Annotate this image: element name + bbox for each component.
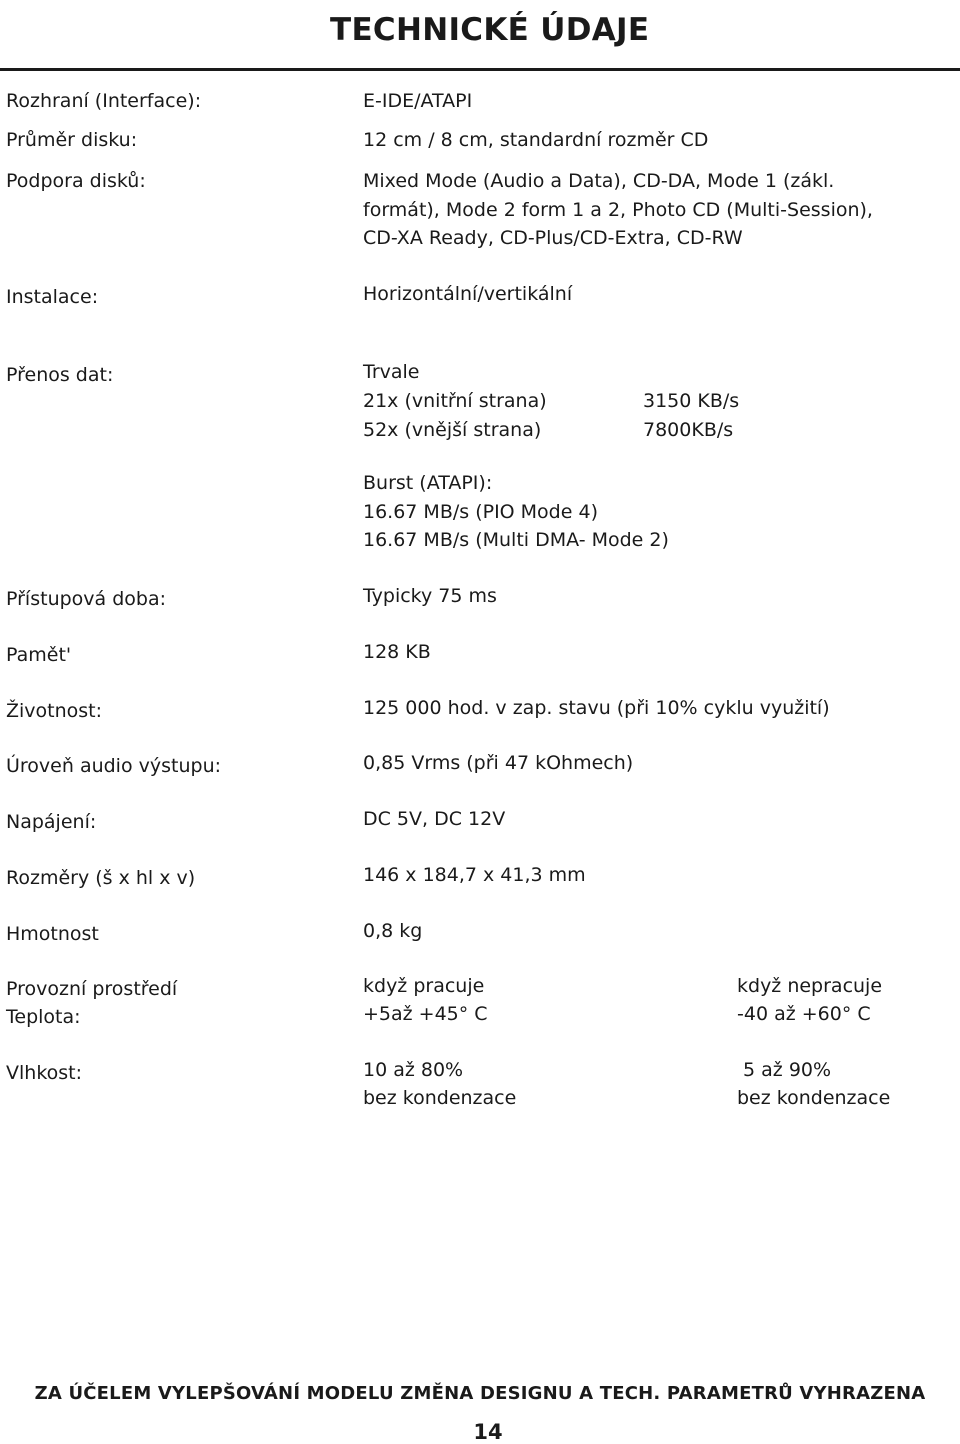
humidity-idle: 5 až 90% [737,1059,832,1081]
data-transfer-label: Přenos dat: [6,364,114,386]
disc-support-label: Podpora disků: [6,170,146,192]
dimensions-label: Rozměry (š x hl x v) [6,867,196,889]
disc-diameter-label: Průměr disku: [6,129,138,151]
interface-value: E-IDE/ATAPI [363,90,473,112]
disc-support-line: CD-XA Ready, CD-Plus/CD-Extra, CD-RW [363,227,743,249]
title-divider [0,68,960,71]
access-time-label: Přístupová doba: [6,588,167,610]
weight-value: 0,8 kg [363,920,423,942]
power-label: Napájení: [6,811,97,833]
humidity-operating: 10 až 80% [363,1059,464,1081]
power-value: DC 5V, DC 12V [363,808,506,830]
sustained-rate: 3150 KB/s [643,390,740,412]
weight-label: Hmotnost [6,923,99,945]
audio-output-label: Úroveň audio výstupu: [6,755,222,777]
installation-value: Horizontální/vertikální [363,283,573,305]
audio-output-value: 0,85 Vrms (při 47 kOhmech) [363,752,634,774]
lifetime-label: Životnost: [6,700,103,722]
temperature-operating: +5až +45° C [363,1003,488,1025]
sustained-mode: 21x (vnitřní strana) [363,390,547,412]
interface-label: Rozhraní (Interface): [6,90,202,112]
sustained-mode: 52x (vnější strana) [363,419,542,441]
page-number: 14 [473,1420,503,1444]
burst-rate: 16.67 MB/s (PIO Mode 4) [363,501,598,523]
access-time-value: Typicky 75 ms [363,585,497,607]
dimensions-value: 146 x 184,7 x 41,3 mm [363,864,586,886]
installation-label: Instalace: [6,286,99,308]
humidity-label: Vlhkost: [6,1062,83,1084]
temperature-idle: -40 až +60° C [737,1003,871,1025]
disc-diameter-value: 12 cm / 8 cm, standardní rozměr CD [363,129,709,151]
burst-rate: 16.67 MB/s (Multi DMA- Mode 2) [363,529,669,551]
operating-header: když pracuje [363,975,485,997]
disc-support-line: Mixed Mode (Audio a Data), CD-DA, Mode 1 (zákl. [363,170,835,192]
page-title: TECHNICKÉ ÚDAJE [330,12,650,48]
humidity-operating-note: bez kondenzace [363,1087,517,1109]
sustained-title: Trvale [363,361,420,383]
memory-label: Pamět' [6,644,72,666]
temperature-label: Teplota: [6,1006,81,1028]
humidity-idle-note: bez kondenzace [737,1087,891,1109]
lifetime-value: 125 000 hod. v zap. stavu (při 10% cyklu využití) [363,697,830,719]
idle-header: když nepracuje [737,975,883,997]
burst-title: Burst (ATAPI): [363,472,493,494]
disc-support-line: formát), Mode 2 form 1 a 2, Photo CD (Multi-Session), [363,199,873,221]
sustained-rate: 7800KB/s [643,419,734,441]
environment-label: Provozní prostředí [6,978,178,1000]
memory-value: 128 KB [363,641,431,663]
footer-disclaimer: ZA ÚČELEM VYLEPŠOVÁNÍ MODELU ZMĚNA DESIGNU A TECH. PARAMETRŮ VYHRAZENA [34,1383,926,1404]
